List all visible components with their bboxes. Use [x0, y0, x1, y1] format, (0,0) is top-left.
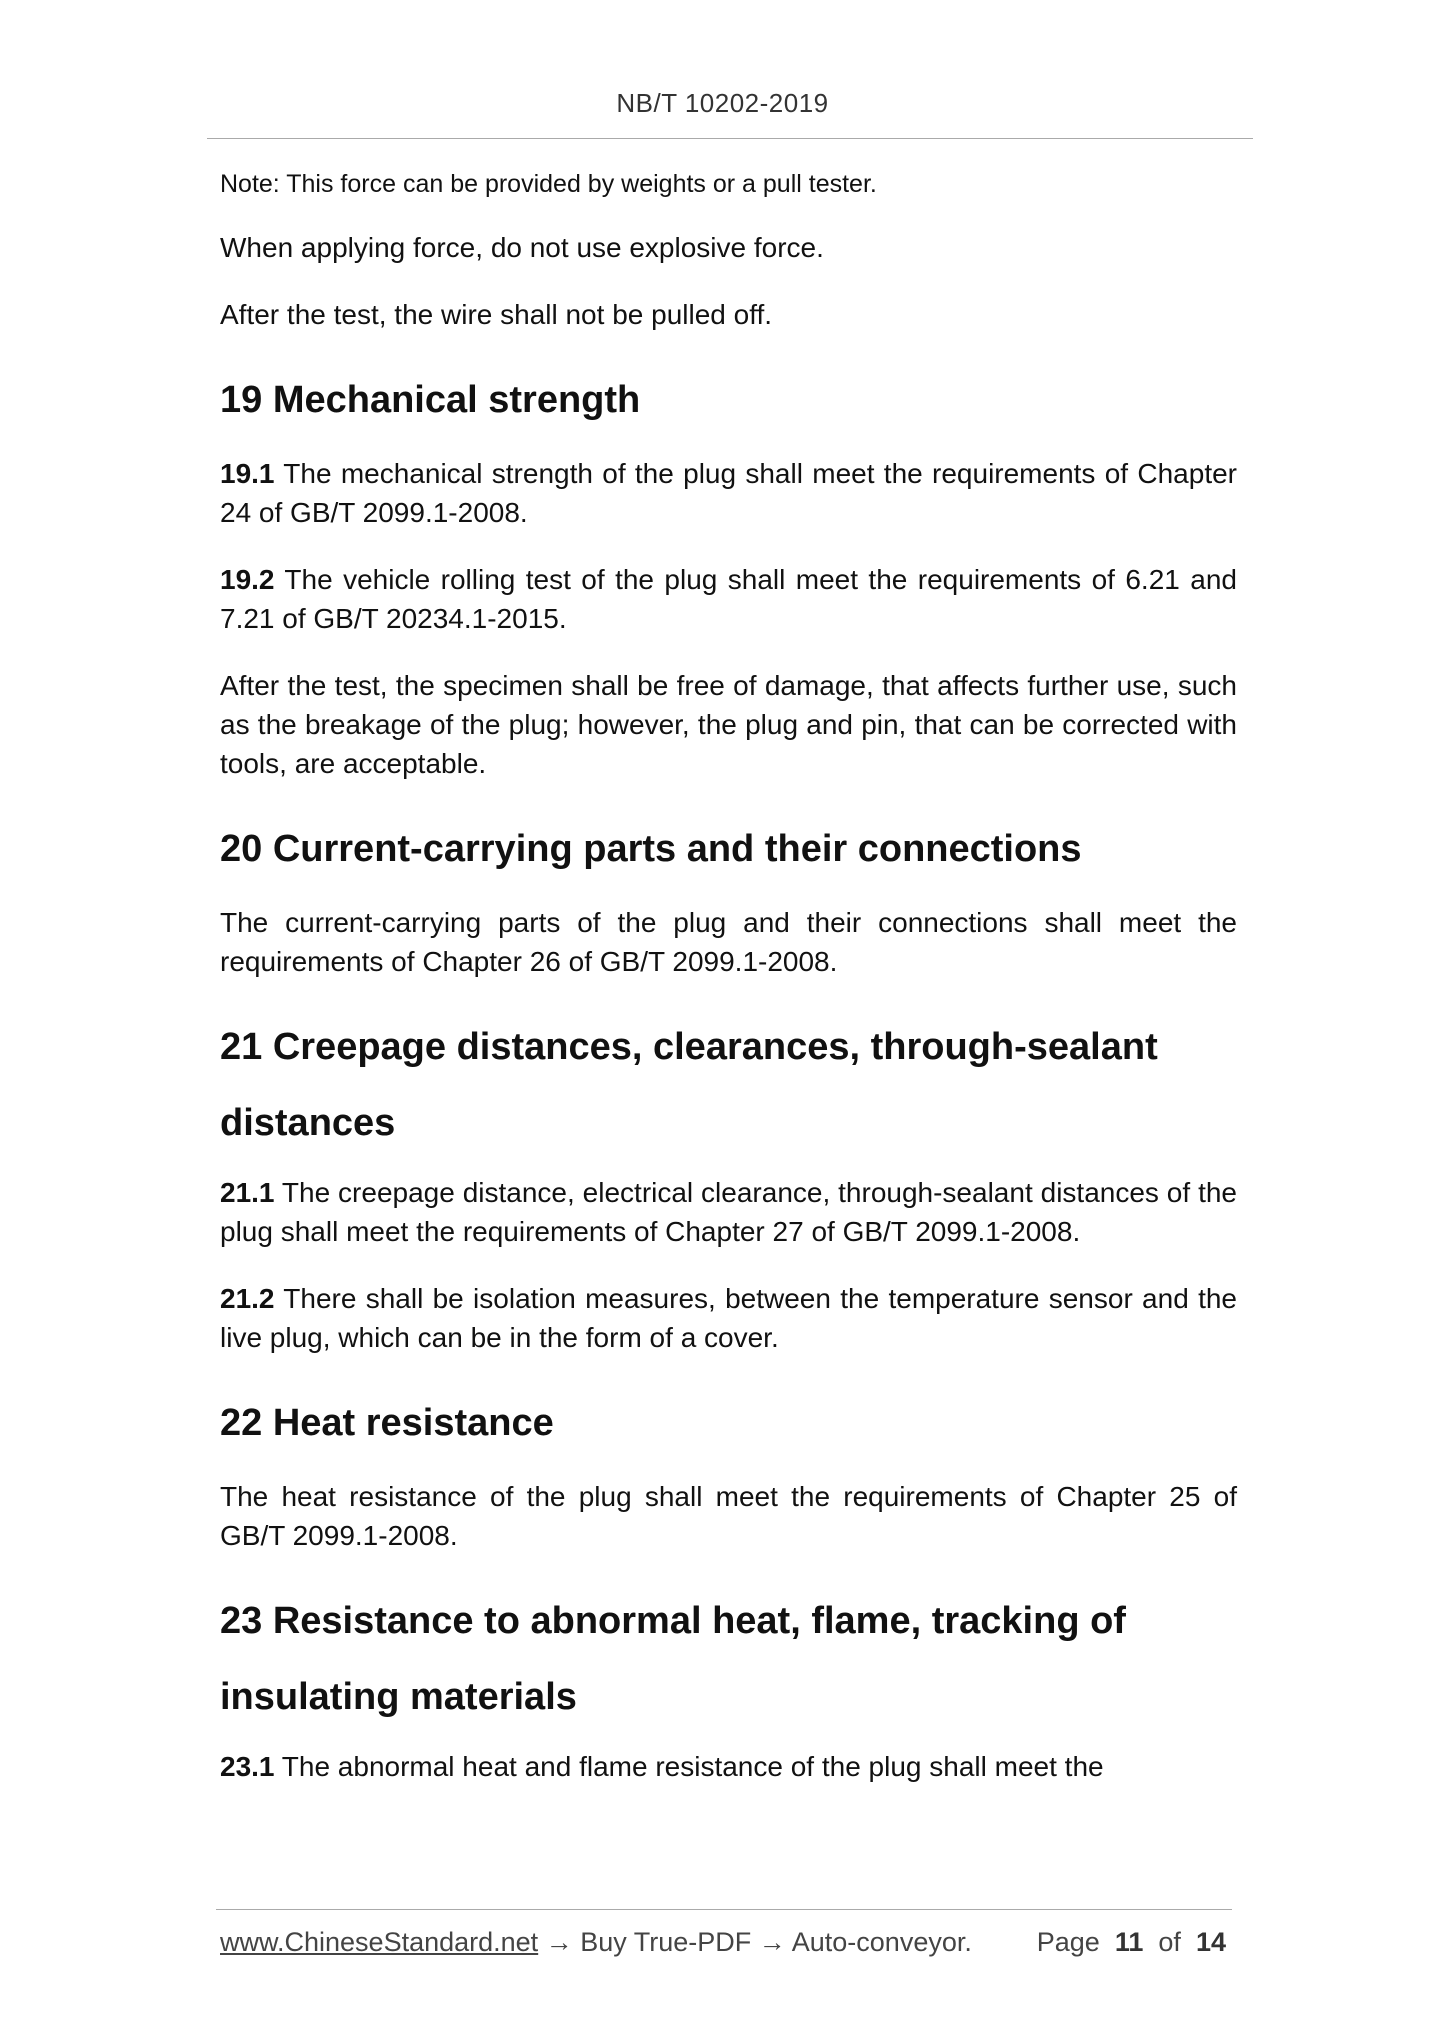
paragraph-section-20: The current-carrying parts of the plug and their connections shall meet the requirements of Chapter 26 of GB/T 2099.1-2008.	[220, 907, 1237, 977]
page-body	[220, 166, 1237, 1814]
clause-text: There shall be isolation measures, between the temperature sensor and the live plug, which can be in the form of a cover.	[220, 1283, 1237, 1353]
section-23-heading	[220, 1583, 1237, 1735]
clause-21-1	[220, 1173, 1237, 1251]
running-header: NB/T 10202-2019	[616, 88, 829, 118]
heading-line: 21 Creepage distances, clearances, through-sealant	[220, 1026, 1158, 1068]
clause-number: 21.1	[220, 1177, 275, 1208]
clause-number: 23.1	[220, 1751, 275, 1782]
clause-23-1	[220, 1747, 1237, 1786]
note-text: Note: This force can be provided by weights or a pull tester.	[220, 170, 877, 198]
clause-19-1	[220, 454, 1237, 532]
section-19-heading: 19 Mechanical strength	[220, 379, 641, 421]
paragraph-wire: After the test, the wire shall not be pulled off.	[220, 299, 773, 330]
heading-line: distances	[220, 1102, 396, 1144]
clause-number: 21.2	[220, 1283, 275, 1314]
clause-text: The abnormal heat and flame resistance of the plug shall meet the	[274, 1751, 1104, 1782]
page-total: 14	[1195, 1927, 1226, 1957]
website-link[interactable]: www.ChineseStandard.net	[220, 1927, 539, 1957]
page-indicator	[1037, 1927, 1226, 1958]
clause-text: The mechanical strength of the plug shall meet the requirements of Chapter 24 of GB/T 2099.1-2008.	[220, 458, 1237, 528]
paragraph-force: When applying force, do not use explosive force.	[220, 232, 824, 263]
clause-text: The vehicle rolling test of the plug shall meet the requirements of 6.21 and 7.21 of GB/T 20234.1-2015.	[220, 564, 1237, 634]
section-22-heading: 22 Heat resistance	[220, 1402, 554, 1444]
clause-19-2	[220, 560, 1237, 638]
clause-number: 19.1	[220, 458, 275, 489]
footer-promo	[220, 1927, 972, 1958]
footer-trail: → Buy True-PDF → Auto-conveyor.	[538, 1927, 972, 1957]
clause-21-2	[220, 1279, 1237, 1357]
clause-number: 19.2	[220, 564, 275, 595]
footer-divider	[216, 1909, 1232, 1910]
of-label: of	[1158, 1927, 1181, 1957]
header-divider	[207, 138, 1253, 139]
paragraph-section-22: The heat resistance of the plug shall meet the requirements of Chapter 25 of GB/T 2099.1-2008.	[220, 1481, 1237, 1551]
page-number: 11	[1114, 1927, 1144, 1957]
clause-text: The creepage distance, electrical clearance, through-sealant distances of the plug shall meet the requirements of Chapter 27 of GB/T 2099.1-2008.	[220, 1177, 1237, 1247]
page-label: Page	[1036, 1927, 1100, 1957]
page-footer	[220, 1927, 1232, 1967]
heading-line: insulating materials	[220, 1676, 577, 1718]
section-20-heading: 20 Current-carrying parts and their connections	[220, 828, 1082, 870]
heading-line: 23 Resistance to abnormal heat, flame, tracking of	[220, 1600, 1126, 1642]
paragraph-after-test: After the test, the specimen shall be free of damage, that affects further use, such as the breakage of the plug; however, the plug and pin, that can be corrected with tools, are acceptable.	[220, 670, 1237, 779]
section-21-heading	[220, 1009, 1237, 1161]
